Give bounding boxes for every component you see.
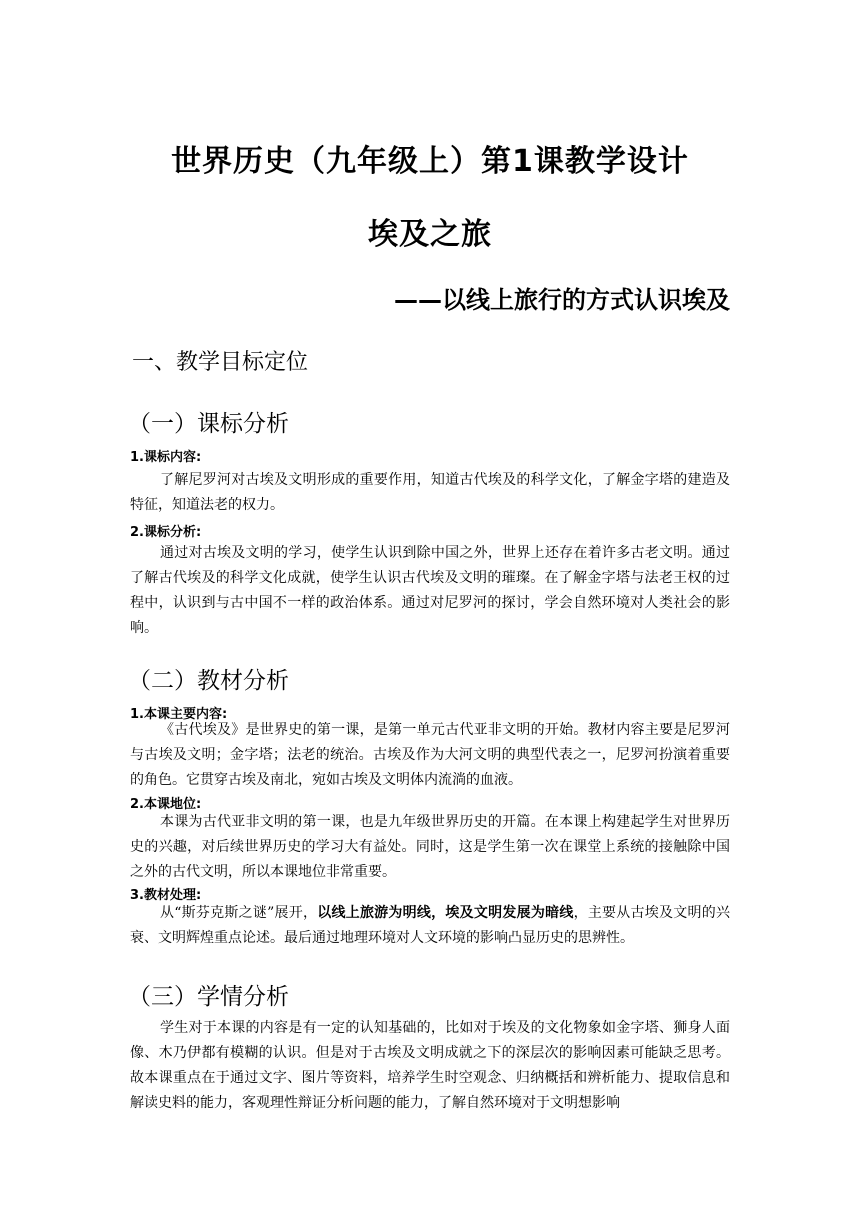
- document-title: 世界历史（九年级上）第1课教学设计: [171, 144, 689, 179]
- lesson-subtitle: ——以线上旅行的方式认识埃及: [394, 286, 730, 314]
- label-lesson-status: 2.本课地位:: [130, 797, 202, 812]
- subsection-heading-learners: （三）学情分析: [128, 984, 289, 1010]
- paragraph-curriculum-analysis: 通过对古埃及文明的学习，使学生认识到除中国之外，世界上还存在着许多古老文明。通过了解古代埃及的科学文化成就，使学生认识古代埃及文明的璀璨。在了解金字塔与法老王权的过程中，认识到与古中国不一样的政治体系。通过对尼罗河的探讨，学会自然环境对人类社会的影响。: [130, 545, 730, 636]
- label-curriculum-content: 1.课标内容:: [130, 450, 202, 465]
- paragraph-main-content: 《古代埃及》是世界史的第一课，是第一单元古代亚非文明的开始。教材内容主要是尼罗河与古埃及文明；金字塔；法老的统治。古埃及作为大河文明的典型代表之一，尼罗河扮演着重要的角色。它贯穿古埃及南北，宛如古埃及文明体内流淌的血液。: [130, 722, 730, 788]
- paragraph-learner-analysis: 学生对于本课的内容是有一定的认知基础的，比如对于埃及的文化物象如金字塔、狮身人面像、木乃伊都有模糊的认识。但是对于古埃及文明成就之下的深层次的影响因素可能缺乏思考。故本课重点在于通过文字、图片等资料，培养学生时空观念、归纳概括和辨析能力、提取信息和解读史料的能力，客观理性辩证分析问题的能力，了解自然环境对于文明想影响: [130, 1020, 730, 1111]
- paragraph-textbook-processing: 从“斯芬克斯之谜”展开，以线上旅游为明线，埃及文明发展为暗线，主要从古埃及文明的兴衰、文明辉煌重点论述。最后通过地理环境对人文环境的影响凸显历史的思辨性。: [130, 905, 730, 946]
- lesson-title: 埃及之旅: [368, 217, 492, 252]
- label-curriculum-analysis: 2.课标分析:: [130, 525, 202, 540]
- label-textbook-processing: 3.教材处理:: [130, 888, 202, 903]
- label-main-content: 1.本课主要内容:: [130, 707, 228, 722]
- subsection-heading-curriculum: （一）课标分析: [128, 411, 289, 437]
- subsection-heading-textbook: （二）教材分析: [128, 668, 289, 694]
- paragraph-curriculum-content: 了解尼罗河对古埃及文明形成的重要作用，知道古代埃及的科学文化，了解金字塔的建造及特征，知道法老的权力。: [130, 472, 730, 513]
- emphasis-storyline: 以线上旅游为明线，埃及文明发展为暗线: [317, 905, 574, 921]
- paragraph-lesson-status: 本课为古代亚非文明的第一课，也是九年级世界历史的开篇。在本课上构建起学生对世界历史的兴趣，对后续世界历史的学习大有益处。同时，这是学生第一次在课堂上系统的接触除中国之外的古代文明，所以本课地位非常重要。: [130, 814, 730, 880]
- section-heading-objectives: 一、教学目标定位: [132, 350, 309, 375]
